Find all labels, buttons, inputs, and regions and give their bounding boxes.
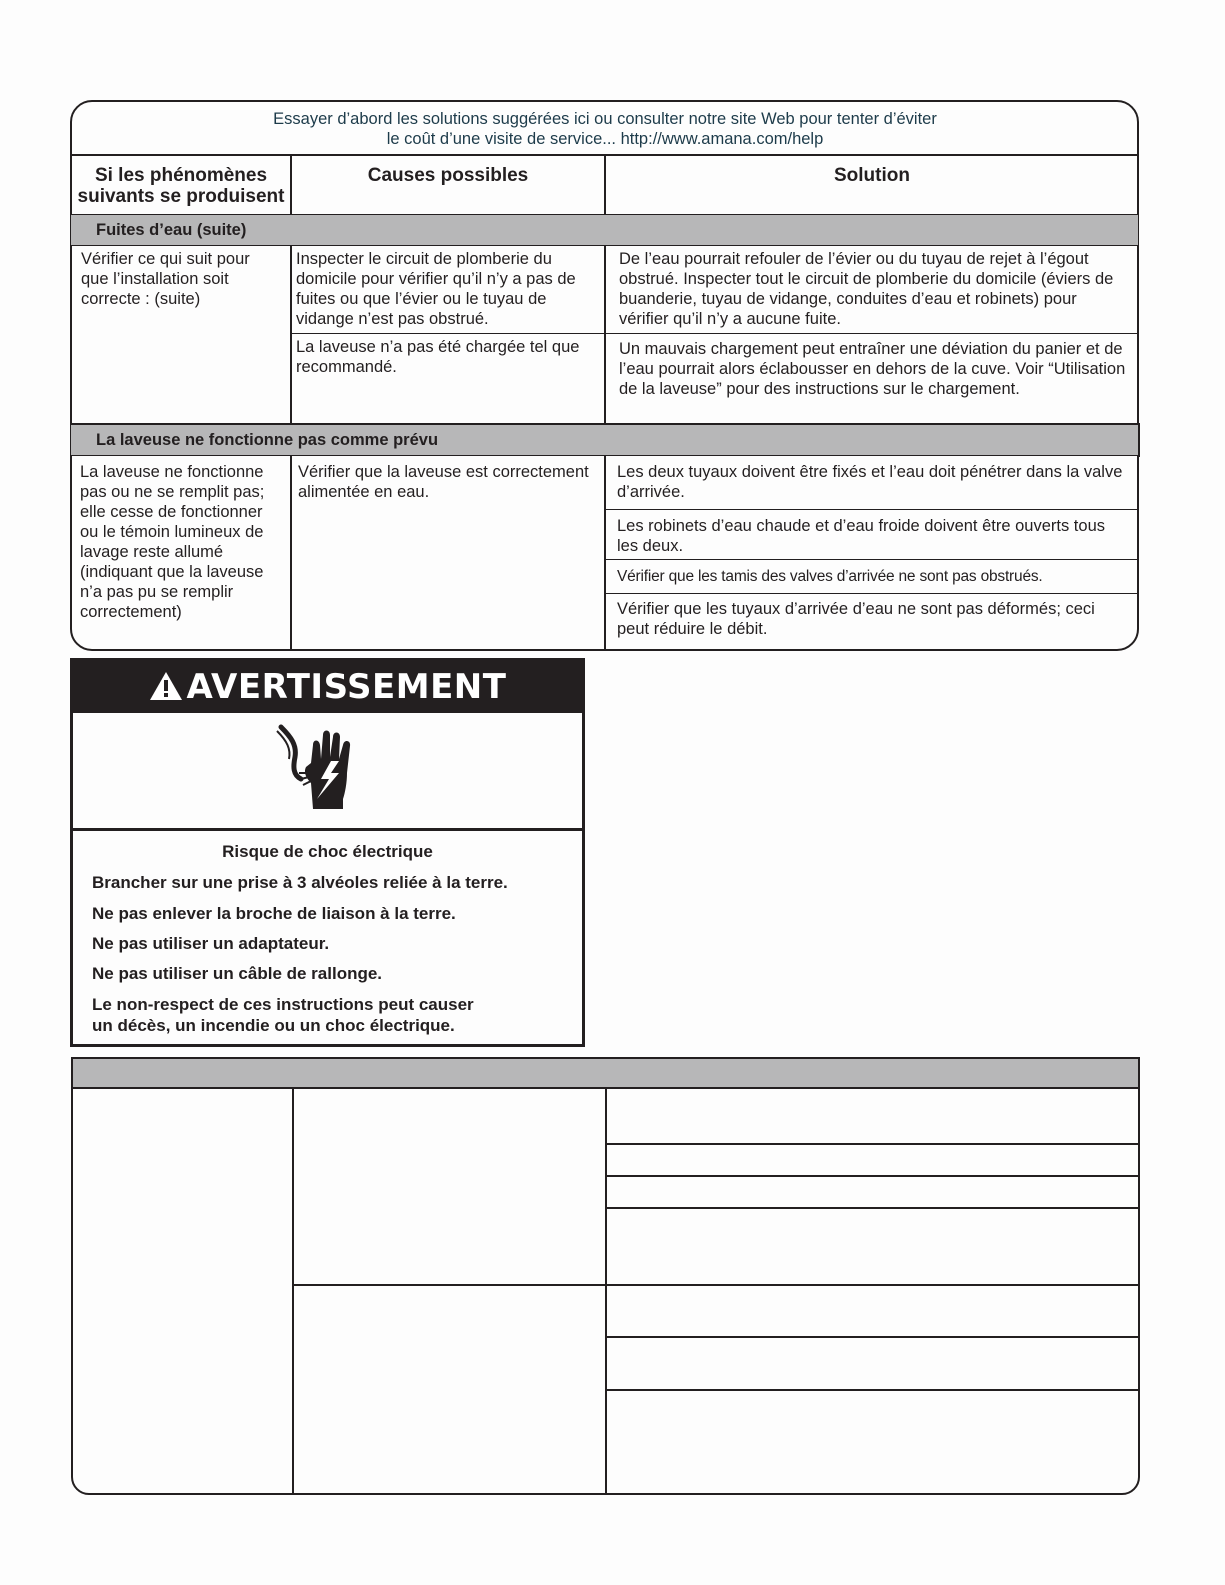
- column-divider-1-sec1: [290, 246, 292, 424]
- column-divider-2-sec1: [604, 246, 606, 424]
- cause-text-water-supply: Vérifier que la laveuse est correctement alimentée en eau.: [298, 463, 589, 501]
- cause-text-loading: La laveuse n’a pas été chargée tel que recommandé.: [296, 338, 580, 376]
- row-divider-sec1: [291, 333, 1138, 334]
- column-divider-2-sec2: [604, 456, 606, 650]
- band2-top-rule: [71, 423, 1140, 425]
- column-divider-2-top: [604, 154, 606, 215]
- solution-text-plumbing: De l’eau pourrait refouler de l’évier ou du tuyau de rejet à l’égout obstrué. Inspecter tout le circuit de plomberie du domicile (éviers de buanderie, tuyau de vidange, conduites d’eau et robinets) pour vérifier qu’il n’y a aucune fuite.: [619, 250, 1114, 328]
- column-divider-1-top: [290, 154, 292, 215]
- empty-table-row-rule-2: [606, 1175, 1138, 1177]
- empty-table-row-rule-3: [606, 1207, 1138, 1209]
- solution-text-loading: Un mauvais chargement peut entraîner une déviation du panier et de l’eau pourrait alors éclabousser en dehors de la cuve. Voir “Utilisation de la laveuse” pour des instructions sur le chargement.: [619, 340, 1126, 398]
- warning-line-4: Ne pas utiliser un câble de rallonge.: [92, 964, 383, 983]
- section-title-leaks: Fuites d’eau (suite): [96, 221, 247, 239]
- empty-table-row-rule-1: [606, 1143, 1138, 1145]
- row-divider-sec2-1: [605, 509, 1138, 510]
- warning-header: [73, 661, 582, 713]
- empty-table-divider-2: [605, 1089, 607, 1494]
- empty-table-divider-1: [292, 1089, 294, 1494]
- empty-table-row-rule-4: [294, 1284, 1140, 1286]
- problem-text-not-operating: La laveuse ne fonctionne pas ou ne se remplit pas; elle cesse de fonctionner ou le témoin lumineux de lavage reste allumé (indiquant que la laveuse n’a pas pu se remplir correctement): [80, 463, 265, 621]
- warning-line-1: Brancher sur une prise à 3 alvéoles reliée à la terre.: [92, 873, 508, 892]
- column-header-problem-line2: suivants se produisent: [77, 186, 285, 207]
- electric-shock-hand-icon: [273, 723, 363, 815]
- electric-shock-warning: [70, 658, 585, 1047]
- solution-text-faucets: Les robinets d’eau chaude et d’eau froide doivent être ouverts tous les deux.: [617, 517, 1105, 555]
- intro-line-1: Essayer d’abord les solutions suggérées ici ou consulter notre site Web pour tenter d’éviter: [273, 110, 937, 128]
- column-header-problem-line1: Si les phénomènes: [94, 165, 268, 186]
- problem-text-leaks: Vérifier ce qui suit pour que l’installation soit correcte : (suite): [81, 250, 250, 308]
- solution-text-hoses: Les deux tuyaux doivent être fixés et l’eau doit pénétrer dans la valve d’arrivée.: [617, 463, 1123, 501]
- empty-table-row-rule-6: [606, 1389, 1138, 1391]
- band2-right-edge: [1138, 423, 1140, 457]
- warning-line-2: Ne pas enlever la broche de liaison à la terre.: [92, 904, 456, 923]
- warning-consequence-line-2: un décès, un incendie ou un choc électrique.: [92, 1016, 455, 1035]
- column-header-causes: Causes possibles: [367, 165, 529, 186]
- row-divider-sec2-3: [605, 593, 1138, 594]
- warning-line-3: Ne pas utiliser un adaptateur.: [92, 934, 330, 953]
- solution-text-screens: Vérifier que les tamis des valves d’arrivée ne sont pas obstrués.: [617, 568, 1043, 585]
- column-divider-1-sec2: [290, 456, 292, 650]
- warning-heading: AVERTISSEMENT: [186, 667, 507, 707]
- warning-title: Risque de choc électrique: [222, 842, 433, 861]
- column-header-problem: [72, 165, 290, 207]
- warning-separator: [73, 828, 582, 831]
- empty-table-row-rule-5: [606, 1336, 1138, 1338]
- cause-text-plumbing: Inspecter le circuit de plomberie du domicile pour vérifier qu’il n’y a pas de fuites ou que l’évier ou le tuyau de vidange n’est pas obstrué.: [296, 250, 576, 328]
- warning-triangle-icon: [149, 671, 183, 701]
- warning-consequence-line-1: Le non-respect de ces instructions peut causer: [92, 995, 474, 1014]
- row-divider-sec2-2: [605, 559, 1138, 560]
- intro-line-2: le coût d’une visite de service... http://www.amana.com/help: [386, 130, 824, 148]
- column-header-solution: Solution: [834, 165, 910, 186]
- solution-text-kinked-hoses: Vérifier que les tuyaux d’arrivée d’eau ne sont pas déformés; ceci peut réduire le débit.: [617, 600, 1095, 638]
- empty-table-band: [73, 1059, 1138, 1088]
- section-title-not-operating: La laveuse ne fonctionne pas comme prévu: [96, 431, 439, 449]
